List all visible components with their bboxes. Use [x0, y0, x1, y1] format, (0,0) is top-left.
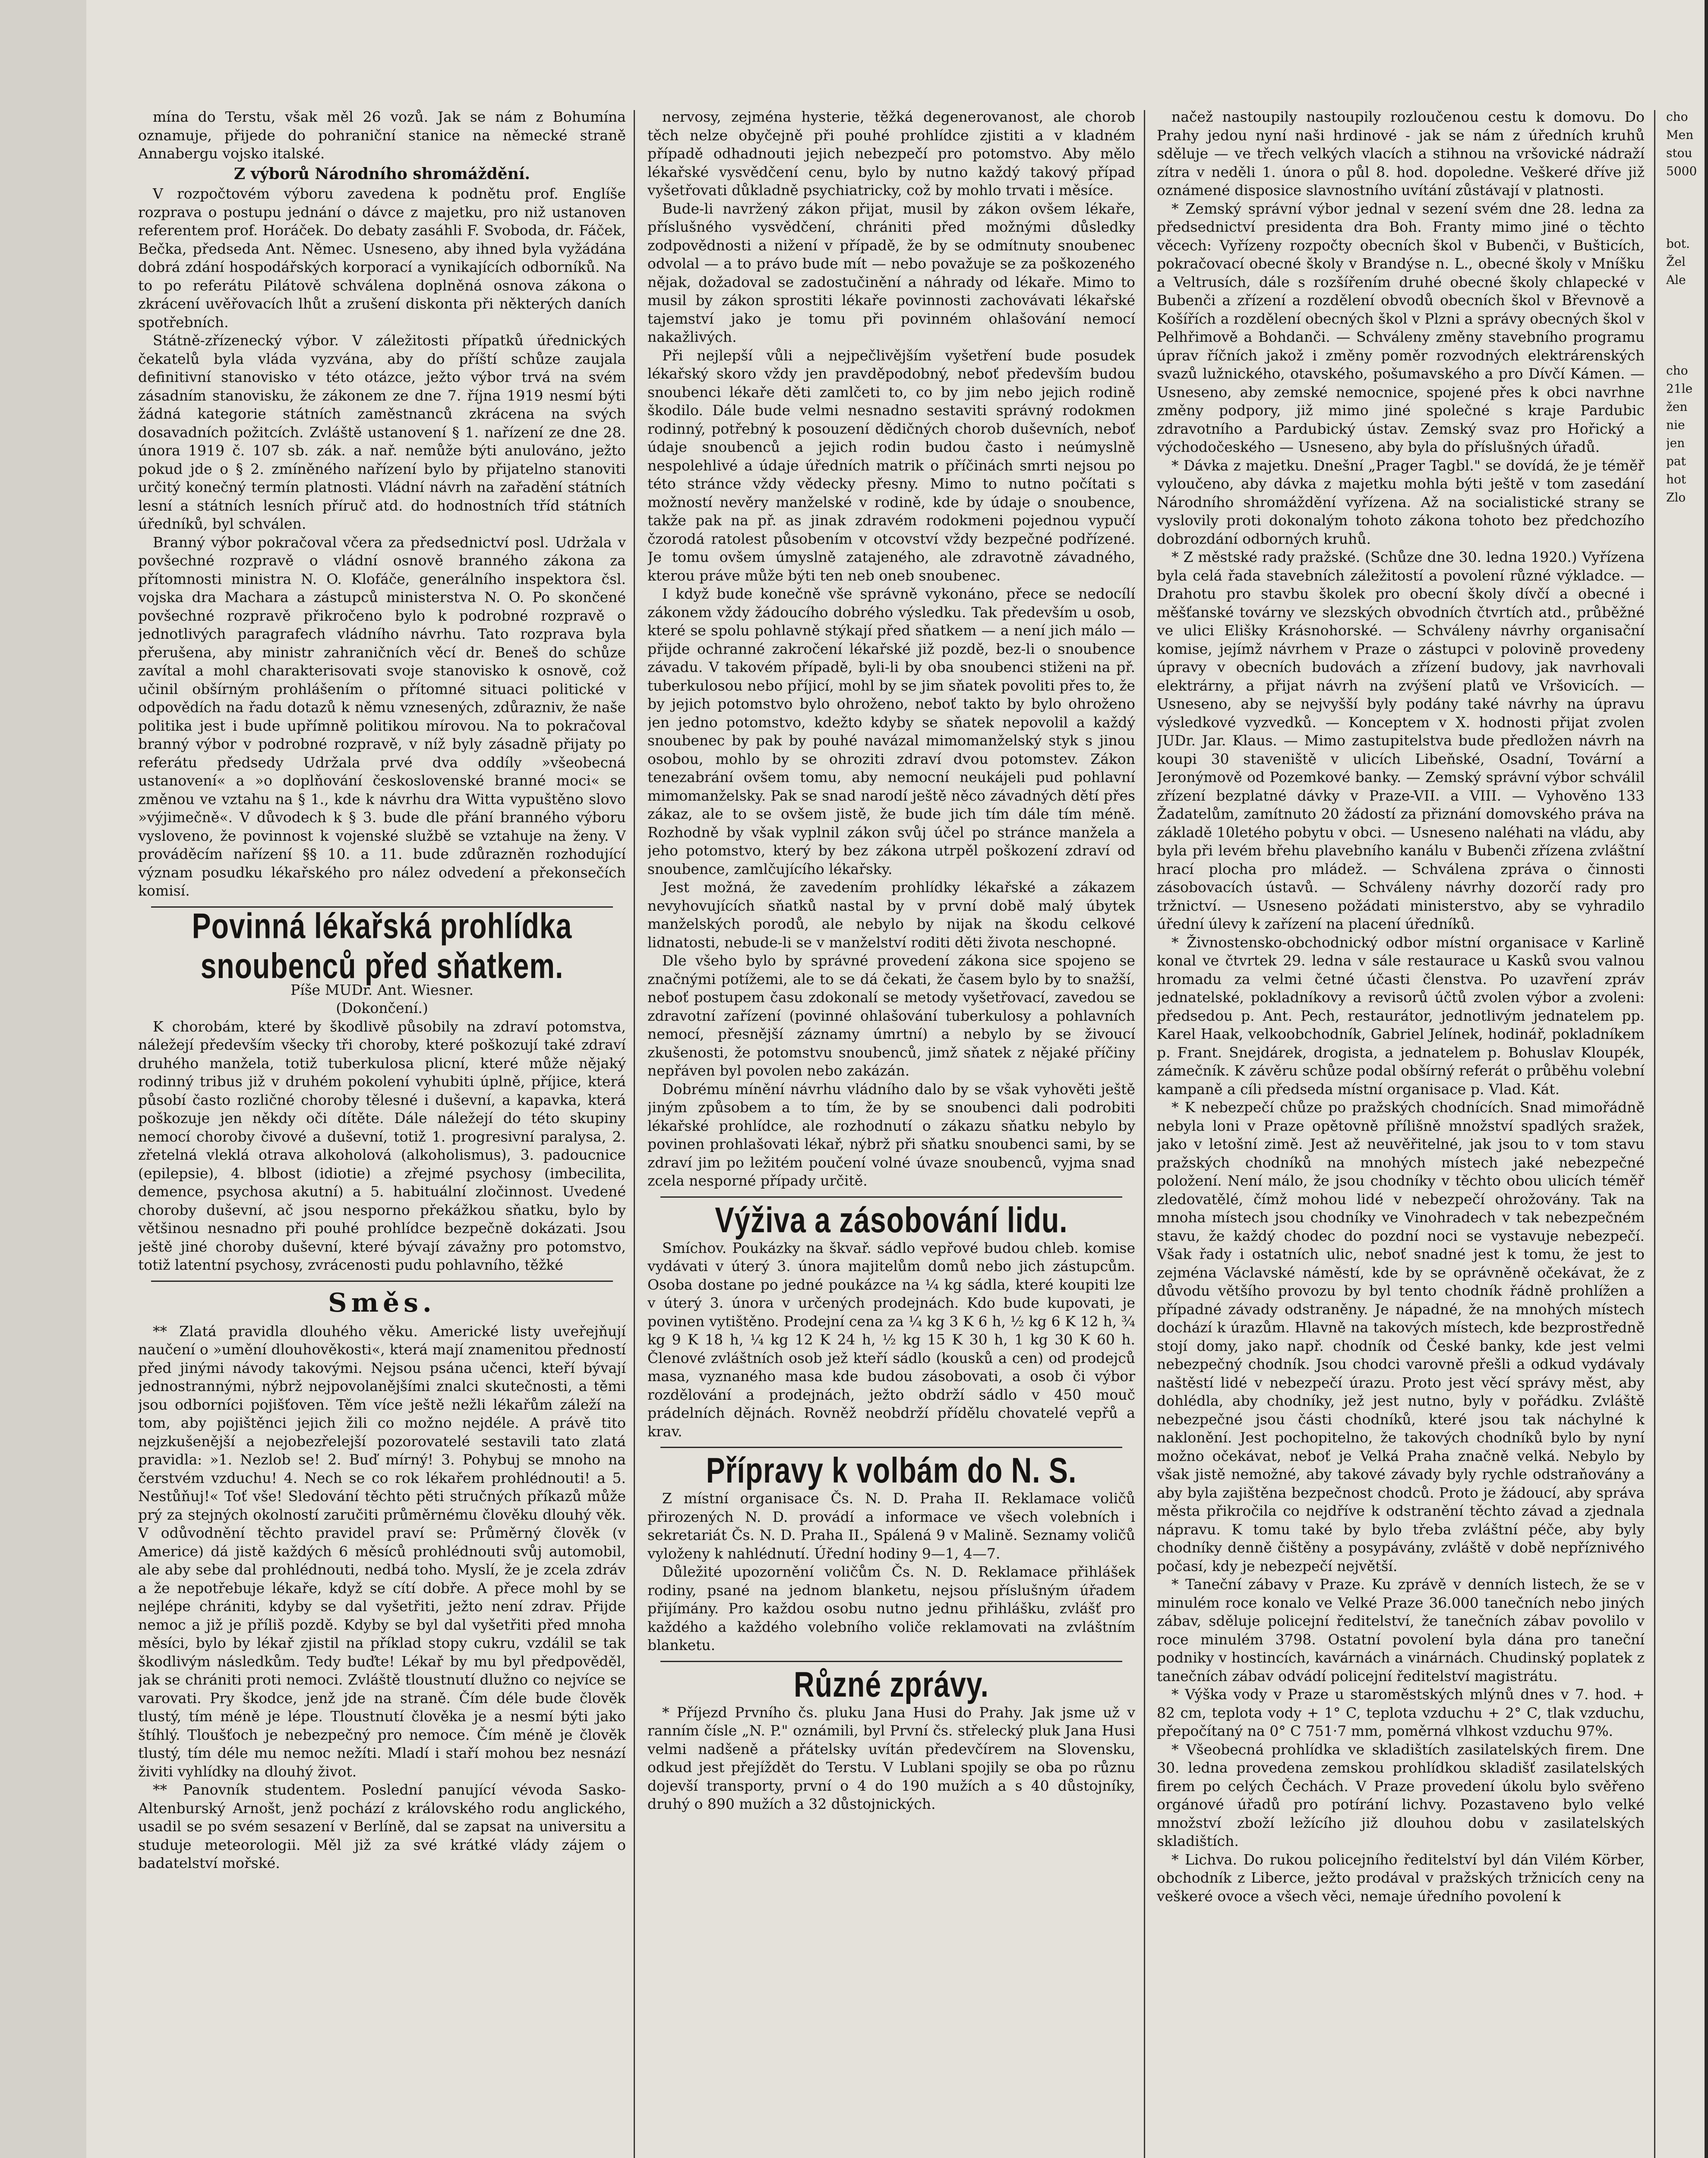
- cropped-line: [1666, 1196, 1708, 1214]
- cropped-line: [1666, 779, 1708, 797]
- cropped-line: [1666, 1051, 1708, 1069]
- cropped-line: [1666, 1794, 1708, 1812]
- article-text: * Zemský správní výbor jednal v sezení svém dne 28. ledna za předsednictví presidenta dra Boh. Franty mimo jiné o těchto věcech: Vyřízeny rozpočty obecních škol v Bubenči, v Bušticích, pokračovací obecné školy v Brandýse n. L., obecné školy v Mníšku a Veltrusích, dále s rozšířením druhé obecné školy chlapecké v Bubenči a zřízení a rozdělení obvodů obecních škol v Břevnově a Košířích a rozdělení obecných škol v Plzni a správy obecných škol v Pelhřimově a Bohdanči. — Schváleny změny stavebního programu úprav říčních jakož i změny poměr rozvodných elektrárenských svazů lužnického, otavského, pošumavského a pro Dívčí Kámen. — Usneseno, aby zemské nemocnice, spojené přes k obci navrhne změny podpory, již mimo jiné společné s kraje Pardubic zdravotního a Pardubický ústav. Zemský svaz pro Hořický a východočeského — Usneseno, aby byla do příslušných úřadů.: [1157, 200, 1645, 455]
- cropped-line: [1666, 1413, 1708, 1431]
- cropped-line: Men: [1666, 128, 1694, 142]
- cropped-line: [1666, 670, 1708, 688]
- cropped-line: [1666, 1250, 1708, 1268]
- cropped-line: [1666, 1069, 1708, 1087]
- cropped-line: [1666, 1957, 1708, 1975]
- cropped-line: [1666, 833, 1708, 851]
- cropped-line: [1666, 1540, 1708, 1558]
- cropped-line: [1666, 307, 1708, 325]
- cropped-line: [1666, 1884, 1708, 1902]
- article-text: I když bude konečně vše správně vykonáno, přece se nedocílí zákonem vždy žádoucího dobrého výsledku. Tak především u osob, které se spolu pohlavně stýkají před sňatkem — a není jich málo — přijde ochranné zakročení lékařské již pozdě, bez-li o snoubence závadu. V takovém případě, byli-li by oba snoubenci stiženi na př. tuberkulosou nebo příjicí, mohl by se jim sňatek povoliti přes to, že by jejich potomstvo bylo ohroženo, neboť takto by bylo ohroženo jen jedno potomstvo, kdežto kdyby se sňatek nepovolil a každý snoubenec by pak by pouhé navázal mimomanželský styk s jinou osobou, mohlo by se ohroziti zdraví dvou potomstev. Zákon tenezabrání ovšem tomu, aby nemocní neukájeli pud pohlavní mimomanželsky. Pak se snad narodí ještě něco závadných dětí přes zákaz, ale to se ovšem jistě, že bude jich tím dále tím méně. Rozhodně by však vyplnil zákon svůj účel po stránce manžela a jeho potomstvo, který by bez zákona utrpěl poškození zdraví od snoubence, zamlčujícího lékařsky.: [647, 585, 1135, 877]
- cropped-line: [1666, 1993, 1708, 2011]
- cropped-line: jen: [1666, 436, 1685, 450]
- cropped-line: [1666, 905, 1708, 924]
- cropped-line: [1666, 1703, 1708, 1721]
- section-heading-zpravy: Různé zprávy.: [794, 1664, 989, 1704]
- cropped-line: [1666, 1504, 1708, 1522]
- cropped-line: [1666, 1812, 1708, 1830]
- cropped-line: [1666, 634, 1708, 652]
- article-text: nervosy, zejména hysterie, těžká degenerovanost, ale chorob těch nelze obyčejně při pouhé prohlídce zjistiti a v kladném případě odhadnouti jejich nebezpečí pro potomstvo. Aby mělo lékařské vysvědčení cenu, bylo by nutno každý takový případ vyšetřovati důkladně psychiatricky, což by mohlo trvati i měsíce.: [647, 108, 1135, 199]
- cropped-line: [1666, 561, 1708, 579]
- article-text: Státně-zřízenecký výbor. V záležitosti přípatků úřednických čekatelů byla vláda vyzvána, aby do příští schůze zaujala definitivní stanovisko v této otázce, ježto výbor trvá na svém zásadním stanovisku, že zákonem ze dne 7. října 1919 nesmí býti žádná kategorie státních zaměstnanců zkrácena na svých dosavadních požitcích. Zvláště ustanovení § 1. nařízení ze dne 28. února 1919 č. 107 sb. zák. a nař. nemůže býti anulováno, ježto pokud jde o § 2. zmíněného nařízení bylo by přijatelno stanoviti určitý konečný termín platnosti. Vládní návrh na zařadění státních lesní a státních lesních příruč atd. do hodnostních tříd státních úředníků, byl schválen.: [138, 332, 626, 532]
- article-text: V rozpočtovém výboru zavedena k podnětu prof. Englíše rozprava o postupu jednání o dávce z majetku, pro niž ustanoven referentem prof. Horáček. Do debaty zasáhli F. Svoboda, dr. Fáček, Bečka, předseda Ant. Němec. Usneseno, aby ihned byla vyžádána dobrá zdání hospodářských korporací a vynikajících odborníků. Na to po referátu Pilátově schválena doplněná osnova zákona o zkrácení uvěřovacích lhůt a zrušení diskonta při některých daních spotřebních.: [138, 185, 626, 331]
- cropped-line: [1666, 869, 1708, 887]
- cropped-line: [1666, 815, 1708, 833]
- cropped-line: [1666, 1866, 1708, 1884]
- cropped-line: [1666, 1087, 1708, 1105]
- cropped-line: [1666, 1105, 1708, 1123]
- column-rule: [1654, 110, 1655, 2158]
- cropped-line: [1666, 1975, 1708, 1993]
- section-heading-smes: Směs.: [328, 1287, 436, 1318]
- cropped-line: [1666, 960, 1708, 978]
- article-title: Povinná lékařská prohlídka snoubenců před sňatkem.: [192, 905, 572, 985]
- cropped-line: [1666, 1757, 1708, 1776]
- cropped-line: [1666, 1902, 1708, 1921]
- column-3: [1157, 108, 1645, 2158]
- cropped-line: [1666, 1268, 1708, 1286]
- article-author: Píše MUDr. Ant. Wiesner.: [290, 981, 474, 998]
- cropped-line: 5000: [1666, 164, 1697, 178]
- article-text: K chorobám, které by škodlivě působily na zdraví potomstva, náležejí především všecky tři choroby, které poškozují také zdraví druhého manžela, totiž tuberkulosa plicní, které může nějaký rodinný tribus již v druhém pokolení vyhubiti úplně, příjice, která působí často rozličné choroby tělesné i duševní, a kapavka, která poškozuje jen někdy oči dítěte. Dále náležejí do této skupiny nemocí choroby čivové a duševní, totiž 1. progresivní paralysa, 2. zřetelná vleklá otrava alkoholová (alkoholismus), 3. padoucnice (epilepsie), 4. blbost (idiotie) a zřejmé psychosy (imbecilita, demence, psychosa akutní) a 5. habituální zločinnost. Uvedené choroby duševní, ač jsou nesporno překážkou sňatku, bylo by většinou nesnadno při pouhé prohlídce bezpečně dokázati. Jsou ještě jiné choroby duševní, které bývají závažny pro potomstvo, totiž latentní psychosy, zvrácenosti pudu pohlavního, těžké: [138, 1018, 626, 1273]
- cropped-line: [1666, 1014, 1708, 1032]
- cropped-line: [1666, 1232, 1708, 1250]
- cropped-line: [1666, 289, 1708, 307]
- cropped-line: [1666, 1558, 1708, 1576]
- cropped-line: [1666, 1322, 1708, 1341]
- cropped-line: nie: [1666, 418, 1685, 432]
- article-continuation: (Dokončení.): [336, 1000, 428, 1016]
- cropped-line: [1666, 217, 1708, 235]
- article-text: * Příjezd Prvního čs. pluku Jana Husi do Prahy. Jak jsme už v ranním čísle „N. P." oznámili, byl První čs. střelecký pluk Jana Husi velmi nadšeně a přátelsky uvítán předevčírem na Slovensku, odkud jest přejíždět do Terstu. V Lublani spojily se oba po různu dojevší transporty, první o 4 do 190 mužích a s 40 důstojníky, druhý o 890 mužích a 32 důstojnických.: [647, 1704, 1135, 1812]
- cropped-line: [1666, 1921, 1708, 1939]
- article-text: Důležité upozornění voličům Čs. N. D. Reklamace přihlášek rodiny, psané na jednom blanketu, nejsou příslušným úřadem přijímány. Pro každou osobu nutno jednu přihlášku, zvlášť pro každého a každého volebního voliče reklamovati na zvláštním blanketu.: [647, 1563, 1135, 1653]
- cropped-line: [1666, 1449, 1708, 1467]
- cropped-line: [1666, 1721, 1708, 1739]
- article-text: * Živnostensko-obchodnický odbor místní organisace v Karlině konal ve čtvrtek 29. ledna v sále restaurace u Kasků svou valnou hromadu za velmi četné účasti členstva. Po uzavření zpráv jednatelské, pokladníkovy a revisorů účtů zvolen výbor a zvoleni: předsedou p. Ant. Pech, restaurátor, jednotlivým jednatelem pp. Karel Haak, velkoobchodník, Gabriel Jelínek, hodinář, pokladníkem p. Frant. Snejdárek, drogista, a jednatelem p. Bohuslav Kloupék, zámečník. K závěru schůze podal obšírný referát o průběhu volební kampaně a cíli předseda místní organisace p. Vlad. Kát.: [1157, 934, 1645, 1098]
- cropped-line: [1666, 1830, 1708, 1848]
- cropped-line: [1666, 525, 1708, 543]
- cropped-line: [1666, 1177, 1708, 1196]
- article-text: načež nastoupily nastoupily rozloučenou cestu k domovu. Do Prahy jedou nyní naši hrdinové - jak se nám z úředních kruhů sděluje — ve třech velkých vlacích a stihnou na vršovické nádraží zítra v neděli 1. února o půl 8. hod. dopoledne. Veškeré dříve již oznámené disposice slavnostního uvítání zůstávají v platnosti.: [1157, 108, 1645, 199]
- cropped-line: [1666, 1739, 1708, 1757]
- cropped-line: [1666, 1359, 1708, 1377]
- article-text: mína do Terstu, však měl 26 vozů. Jak se nám z Bohumína oznamuje, přijede do pohraniční stanice na německé straně Annabergu vojsko italské.: [138, 108, 626, 162]
- cropped-line: [1666, 1939, 1708, 1957]
- cropped-line: [1666, 1522, 1708, 1540]
- cropped-line: [1666, 1123, 1708, 1141]
- cropped-line: [1666, 851, 1708, 869]
- cropped-line: [1666, 2102, 1708, 2120]
- cropped-line: cho: [1666, 363, 1688, 378]
- scan-margin: [0, 0, 86, 2158]
- column-2: [647, 108, 1135, 2158]
- article-text: * Taneční zábavy v Praze. Ku zprávě v denních listech, že se v minulém roce konalo ve Velké Praze 36.000 tanečních nebo jiných zábav, sděluje policejní ředitelství, že tanečních zábav povolilo v roce minulém 3798. Ostatní povolení byla dána pro taneční podniky v hostincích, kavárnách a vinárnách. Chudinský poplatek z tanečních zábav odvádí policejní ředitelství magistrátu.: [1157, 1576, 1645, 1685]
- section-heading-volby: Přípravy k volbám do N. S.: [706, 1450, 1077, 1490]
- divider: [660, 1447, 1122, 1448]
- cropped-line: [1666, 996, 1708, 1014]
- cropped-line: [1666, 652, 1708, 670]
- cropped-line: [1666, 1304, 1708, 1322]
- cropped-line: bot.: [1666, 237, 1690, 251]
- article-text: * Všeobecná prohlídka ve skladištích zasilatelských firem. Dne 30. ledna provedena zemskou prohlídkou skladišť zasilatelských firem po celých Čechách. V Praze provedení úkolu bylo svěřeno orgánové úřadů pro potírání lichvy. Pozastaveno bylo velké množství zboží ležícího již dlouhou dobu v zasilatelských skladištích.: [1157, 1741, 1645, 1849]
- cropped-line: [1666, 1159, 1708, 1177]
- section-heading-vyziva: Výživa a zásobování lidu.: [715, 1199, 1068, 1240]
- cropped-line: [1666, 1848, 1708, 1866]
- cropped-line: [1666, 1576, 1708, 1594]
- cropped-line: žen: [1666, 400, 1688, 414]
- cropped-line: [1666, 615, 1708, 634]
- cropped-line: [1666, 742, 1708, 760]
- cropped-line: [1666, 1631, 1708, 1649]
- column-rule: [634, 110, 635, 2158]
- cropped-line: 21le: [1666, 382, 1693, 396]
- cropped-line: [1666, 579, 1708, 597]
- cropped-line: [1666, 1612, 1708, 1631]
- article-text: * Z městské rady pražské. (Schůze dne 30. ledna 1920.) Vyřízena byla celá řada stavebních záležitostí a povolení různé výkladce. — Drahotu pro stavbu školek pro obecní školy dívčí a obecné i měšťanské továrny ve slezských obvodních čtvrtích atd., průběžné ve ulici Elišky Krásnohorské. — Schváleny návrhy organisační komise, jejímž návrhem v Praze o zástupci v polovině provedeny úpravy v obecních budovách a zřízení budovy, jak navrhovali elektrárny, a přijat návrh na zvýšení platů ve Vršovicích. — Usneseno, aby se nejvyšší byly podány také návrhy na úpravu výsledkové vyzvedků. — Konceptem v X. hodnosti přijat zvolen JUDr. Jar. Klaus. — Mimo zastupitelstva bude předložen návrh na koupi 30 staveniště v ulicích Libeňské, Osadní, Tovární a Jeronýmově od Pozemkové banky. — Zemský správní výbor schválil zřízení bezplatné dávky v Praze-VII. a VIII. — Vyhověno 133 Žadatelům, zamítnuto 20 žádostí za přiznání domovského práva na základě 10letého pobytu v obci. — Usneseno naléhati na vládu, aby byla při levém břehu plavebního kanálu v Bubenči zřízena zvláštní hrací plocha pro mládež. — Schválena zpráva o činnosti zásobovacích ústavů. — Schváleny návrhy dozorčí rady pro tržnictví. — Usneseno požádati ministerstvo, aby se vyhradilo úřední úlevy k zařízení na placení úředníků.: [1157, 549, 1645, 932]
- cropped-line: [1666, 2066, 1708, 2084]
- cropped-line: [1666, 2011, 1708, 2029]
- article-text: Bude-li navržený zákon přijat, musil by zákon ovšem lékaře, příslušného vysvědčení, chrániti před možnými důsledky zodpovědnosti a nižení v případě, že by se odmítnuty snoubenec odvolal — a to právo bude mít — nebo považuje se za poškozeného nějak, dožadoval se zadostučinění a náhrady od lékaře. Mimo to musil by zákon sprostiti lékaře povinnosti zachovávati lékařské tajemství jako je tomu při povinném ohlašování nemocí nakažlivých.: [647, 200, 1135, 345]
- cropped-line: [1666, 1286, 1708, 1304]
- article-text: Dle všeho bylo by správné provedení zákona sice spojeno se značnými potížemi, ale to se dá čekati, že časem bylo by to snažší, neboť postupem času zdokonalí se metody vyšetřovací, zavedou se zdravotní zařízení (povinné ohlašování tuberkulosy a pohlavních nemocí, přesnější záznamy úmrtní) a nebylo by se živoucí zkušenosti, že potomstvu snoubenců, jimž sňatek z nějaké příčiny nepřáven byl povolen nebo zakázán.: [647, 952, 1135, 1079]
- cropped-line: [1666, 2156, 1708, 2158]
- cropped-line: [1666, 1431, 1708, 1449]
- cropped-line: [1666, 2120, 1708, 2138]
- cropped-line: [1666, 760, 1708, 779]
- article-text: * Lichva. Do rukou policejního ředitelství byl dán Vilém Körber, obchodník z Liberce, ježto prodával v pražských tržnicích ceny na veškeré ovoce a všech věci, nemaje úředního povolení k: [1157, 1851, 1645, 1905]
- column-rule: [1144, 110, 1145, 2158]
- cropped-line: [1666, 1594, 1708, 1612]
- cropped-line: [1666, 1377, 1708, 1395]
- article-text: * Dávka z majetku. Dnešní „Prager Tagbl." se dovídá, že je téměř vyloučeno, aby dávka z majetku mohla býti ještě v tom zasedání Národního shromáždění vyřízena. Až na socialistické strany se vyslovily proti dokonalým tohoto zákona tohoto bez předchozího dobrozdání odborných kruhů.: [1157, 457, 1645, 547]
- cropped-line: [1666, 1032, 1708, 1051]
- cropped-line: hot: [1666, 472, 1686, 486]
- cropped-line: [1666, 1667, 1708, 1685]
- cropped-line: [1666, 199, 1708, 217]
- cropped-line: [1666, 597, 1708, 615]
- article-text: * K nebezpečí chůze po pražských chodnících. Snad mimořádně nebyla loni v Praze opětovně přílišně množství spadlých sražek, jako v letošní zimě. Jest až neuvěřitelné, jak jsou to v tom stavu pražských chodníků na mnohých místech jaké nebezpečné položení. Není málo, že jsou chodníky v těchto obou ulicích téměř zledovatělé, čímž mohou lidé v nebezpečí ohrožovány. Tak na mnoha místech jsou chodníky ve Vinohradech v tak nebezpečném stavu, že každý chodec do pozdní noci se vystavuje nebezpečí. Však řady i ostatních ulic, neboť snadné jest k tomu, že jest to zejména Václavské náměstí, kde by se oprávněně očekávat, že z důvodu většího provozu by byl tento chodník řádně prohlížen a případné závady odstraněny. Je nápadné, že na mnohých místech dochází k úrazům. Hlavně na takových místech, kde bezprostředně stojí domy, jako např. chodník od České banky, kde jest velmi nebezpečný chodník. Jsou chodci varovně přešli a odkud vydávaly naštěstí lidé v nebezpečí úrazu. Proto jest věcí správy měst, aby dohlédla, aby chodníky, jež jest nutno, byly v pořádku. Zvláště nebezpečné jsou části chodníků, které jsou tak náchylné k naklonění. Jest pochopitelno, že takových chodníků bylo by nyní možno očekávat, neboť je Velká Praha značně velká. Nebylo by však jistě nemožné, aby takové závady byly rychle odstraňovány a aby byla zajištěna bezpečnost chodců. Proto je žádoucí, aby správa města přikročila co nejdříve k odstranění těchto závad a zjednala nápravu. K tomu také by bylo třeba zvláštní péče, aby byly chodníky denně čištěny a posypávány, zvláště v době nepříznivého počasí, kdy je nebezpečí největší.: [1157, 1099, 1645, 1574]
- cropped-line: [1666, 543, 1708, 561]
- divider: [660, 1661, 1122, 1662]
- cropped-line: [1666, 688, 1708, 706]
- column-1: [138, 108, 626, 2158]
- cropped-line: [1666, 344, 1708, 362]
- cropped-line: [1666, 2048, 1708, 2066]
- cropped-line: [1666, 1214, 1708, 1232]
- cropped-line: [1666, 2084, 1708, 2102]
- cropped-line: pat: [1666, 454, 1686, 468]
- article-text: Branný výbor pokračoval včera za předsednictví posl. Udržala v povšechné rozpravě o vládní osnově branného zákona za přítomnosti ministra N. O. Klofáče, generálního inspektora čsl. vojska dra Machara a zástupců ministerstva N. O. Po skončené povšechné rozpravě přikročeno bylo k podrobné rozpravě o jednotlivých paragrafech vládního návrhu. Tato rozprava byla přerušena, aby ministr zahraničních věcí dr. Beneš do schůze zavítal a mohl charakterisovati svoje stanovisko k osnově, což učinil obšírným prohlášením o přítomné situaci politické v odpovědích na řadu dotazů k němu vznesených, zdůrazniv, že naše politika jest i bude upřímně politikou mírovou. Na to pokračoval branný výbor v podrobné rozpravě, v níž byly zásadně přijaty po referátu předsedy Udržala prvé dva oddíly »všeobecná ustanovení« a »o doplňování československé branné moci« se změnou ve vztahu na § 1., kde k návrhu dra Witta vypuštěno slovo »výjimečně«. V důvodech k § 3. bude dle přání branného výboru vysloveno, že povinnost k vojenské službě se vztahuje na ženy. V prováděcím nařízení §§ 10. a 11. bude zdůrazněn rozhodující význam posudku lékařského pro nález odvedení a překonsečích komisí.: [138, 533, 626, 899]
- article-text: Dobrému mínění návrhu vládního dalo by se však vyhověti ještě jiným způsobem a to tím, že by se snoubenci dali podrobiti lékařské prohlídce, ale rozhodnutí o zákazu sňatku nebylo by povinen prohlašovati lékař, nýbrž při sňatku snoubenci sami, by se zdraví jim po ležitém poučení volné úvaze snoubenců, vyjma snad zcela nesporné případy určitě.: [647, 1080, 1135, 1189]
- cropped-line: [1666, 2029, 1708, 2048]
- cropped-line: [1666, 978, 1708, 996]
- cropped-line: [1666, 924, 1708, 942]
- cropped-line: [1666, 1395, 1708, 1413]
- cropped-line: Zlo: [1666, 490, 1686, 505]
- column-4-cropped: [1666, 108, 1708, 2158]
- cropped-line: [1666, 724, 1708, 742]
- cropped-line: [1666, 706, 1708, 724]
- cropped-line: [1666, 507, 1708, 525]
- cropped-line: stou: [1666, 146, 1692, 160]
- article-text: Při nejlepší vůli a nejpečlivějším vyšetření bude posudek lékařský skoro vždy jen pravděpodobný, neboť především budou snoubenci lékaře děti zamlčeti to, co by jim nebo jejich rodině škodilo. Dále bude velmi nesnadno sestaviti správný rodokmen rodinný, potřebný k posouzení dědičných chorob duševních, neboť údaje snoubenců a jejich rodin budou často i neúmyslně nespolehlivé a údaje úředních matrik o příčinách smrti nejsou po této stránce vždy vědecky přesny. Mimo to nutno počítati s možností nevěry manželské v rodině, kde by údaje o snoubence, takže pak na př. as jinak zdravém rodokmeni pojednou vypučí čzorodá ratolest působením v otcovství vždy bezpečné podřízené. Je tomu ovšem úmyslně zatajeného, ale zdravotně závadného, kterou práve může býti ten neb oneb snoubenec.: [647, 347, 1135, 584]
- cropped-line: [1666, 180, 1708, 199]
- cropped-line: Ale: [1666, 273, 1686, 287]
- article-text: Smíchov. Poukázky na škvař. sádlo vepřové budou chleb. komise vydávati v úterý 3. února majitelům domů nebo jich zástupcům. Osoba dostane po jedné poukázce na ¼ kg sádla, které koupiti lze v úterý 3. února v určených prodejnách. Kdo bude kupovati, je povinen vytištěno. Prodejní cena za ¼ kg 3 K 6 h, ½ kg 6 K 12 h, ¾ kg 9 K 18 h, ¼ kg 12 K 24 h, ½ kg 15 K 30 h, 1 kg 30 K 60 h. Členové zvláštních osob jež kteří sádlo (kousků a cen) od prodejců masa, vyznaného masa kde budou zásobovati, a osob či výbor rozdělování a prodejnách, ježto obdrží sádlo v 450 mouč prádelních dějnách. Rovněž neobdrží přídělu chovatelé vepřů a krav.: [647, 1239, 1135, 1440]
- cropped-line: [1666, 887, 1708, 905]
- article-text: Z místní organisace Čs. N. D. Praha II. Reklamace voličů přirozených N. D. provádí a informace ve všech volebních i sekretariát Čs. N. D. Praha II., Spálená 9 v Malině. Seznamy voličů vyloženy k nahlédnutí. Úřední hodiny 9—1, 4—7.: [647, 1490, 1135, 1562]
- divider: [151, 1281, 613, 1282]
- cropped-line: [1666, 1141, 1708, 1159]
- cropped-line: [1666, 1341, 1708, 1359]
- cropped-line: [1666, 1685, 1708, 1703]
- article-text: ** Panovník studentem. Poslední panující vévoda Sasko-Altenburský Arnošt, jenž pochází z královského rodu anglického, usadil se po svém sesazení v Berlíně, dal se zapsat na universitu a studuje meteorologii. Měl již za své krátké vlády zájem o badatelství mořské.: [138, 1781, 626, 1871]
- cropped-line: [1666, 797, 1708, 815]
- cropped-line: cho: [1666, 110, 1688, 124]
- cropped-line: [1666, 1467, 1708, 1486]
- article-text: ** Zlatá pravidla dlouhého věku. Americké listy uveřejňují naučení o »umění dlouhověkosti«, která mají znamenitou předností před jinými návody takovými. Nejsou psána učenci, kteří bývají jednostrannými, nýbrž nejpovolanějšími znalci skutečnosti, a těmi jsou odborníci pojišťoven. Těm více ještě nežli lékařům záleží na tom, aby pojištěnci jejich žili co možno nejdéle. A právě tito nejzkušenější a nejobezřelejší pozorovatelé sestavili tato zlatá pravidla: »1. Nezlob se! 2. Buď mírný! 3. Pohybuj se mnoho na čerstvém vzduchu! 4. Nech se co rok lékařem prohlédnouti! a 5. Nestůňuj!« Toť vše! Sledování těchto pěti stručných příkazů může prý za stejných okolností zaručiti průměrnému člověku dlouhý věk. V odůvodnění těchto pravidel praví se: Průměrný člověk (v Americe) dá jistě každých 6 měsíců prohlédnouti svůj automobil, ale aby sebe dal prohlédnouti, nedbá toho. Myslí, že je zcela zdráv a že nepotřebuje lékaře, když se cítí dobře. A přece mohl by se nejlépe chrániti, kdyby se dal vyšetřiti, ježto není zdrav. Přijde nemoc a již je příliš pozdě. Kdyby se byl dal vyšetřiti před mnoha měsíci, bylo by lékař zjistil na příklad stopy cukru, vzdálil se tak škodlivým následkům. Tedy buďte! Lékař by mu byl předpověděl, jak se chrániti proti nemoci. Zvláště tloustnutí dlužno co nejvíce se varovati. Pry škodce, jenž jde na straně. Čím déle bude člověk tlustý, tím méně je lépe. Tloustnutí člověka je a nesmí býti jako štíhlý. Tloušťoch je nebezpečný pro nemoce. Čím méně je člověk tlustý, tím déle mu nemoc nežíti. Mladí i staří mohou bez nesnází živiti vyhlídky na dlouhý život.: [138, 1322, 626, 1780]
- cropped-line: [1666, 325, 1708, 344]
- cropped-line: [1666, 1776, 1708, 1794]
- cropped-line: Žel: [1666, 255, 1686, 269]
- article-text: Jest možná, že zavedením prohlídky lékařské a zákazem nevyhovujících sňatků nastal by v první době malý úbytek manželských porodů, ale nebylo by nijak na škodu celkové lidnatosti, nebude-li se v manželství roditi děti života neschopné.: [647, 879, 1135, 951]
- cropped-line: [1666, 2138, 1708, 2156]
- cropped-line: [1666, 1649, 1708, 1667]
- divider: [660, 1196, 1122, 1198]
- section-heading: Z výborů Národního shromáždění.: [234, 164, 530, 183]
- cropped-line: [1666, 942, 1708, 960]
- article-text: * Výška vody v Praze u staroměstských mlýnů dnes v 7. hod. + 82 cm, teplota vody + 1° C, teplota vzduchu + 2° C, tlak vzduchu, přepočítaný na 0° C 751·7 mm, poměrná vlhkost vzduchu 97%.: [1157, 1686, 1645, 1739]
- cropped-line: [1666, 1486, 1708, 1504]
